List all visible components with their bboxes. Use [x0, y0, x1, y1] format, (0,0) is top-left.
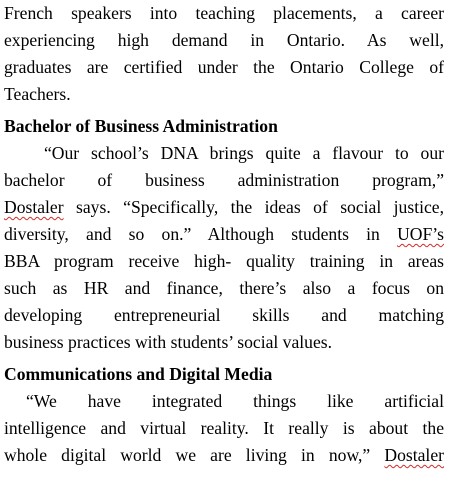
spellcheck-word: Dostaler [4, 197, 64, 217]
body-text-line: intelligence and virtual reality. It really is about the [4, 418, 444, 438]
spellcheck-word: UOF’s [397, 224, 444, 244]
body-text-line: experiencing high demand in Ontario. As well, [4, 30, 444, 50]
body-text-line: bachelor of business administration program,” [4, 170, 444, 190]
body-text-line: “We have integrated things like artificial [26, 391, 444, 411]
body-text-line: BBA program receive high- quality training in areas [4, 251, 444, 271]
body-text-line: French speakers into teaching placements, a career [4, 3, 444, 23]
body-text-line: business practices with students’ social values. [4, 332, 333, 352]
body-text-line: such as HR and finance, there’s also a focus on [4, 278, 444, 298]
body-text-line: Teachers. [4, 84, 71, 104]
section-heading-communications: Communications and Digital Media [4, 364, 273, 384]
body-text-line: graduates are certified under the Ontario College of [4, 57, 444, 77]
body-text-line: Dostaler says. “Specifically, the ideas of social justice, [4, 197, 444, 217]
spellcheck-word: Dostaler [384, 445, 444, 465]
body-text-line: developing entrepreneurial skills and matching [4, 305, 444, 325]
body-text-line: diversity, and so on.” Although students in UOF’s [4, 224, 444, 244]
body-text-line: “Our school’s DNA brings quite a flavour to our [44, 143, 444, 163]
body-text-line: whole digital world we are living in now,” Dostaler [4, 445, 444, 465]
section-heading-bba: Bachelor of Business Administration [4, 116, 278, 136]
